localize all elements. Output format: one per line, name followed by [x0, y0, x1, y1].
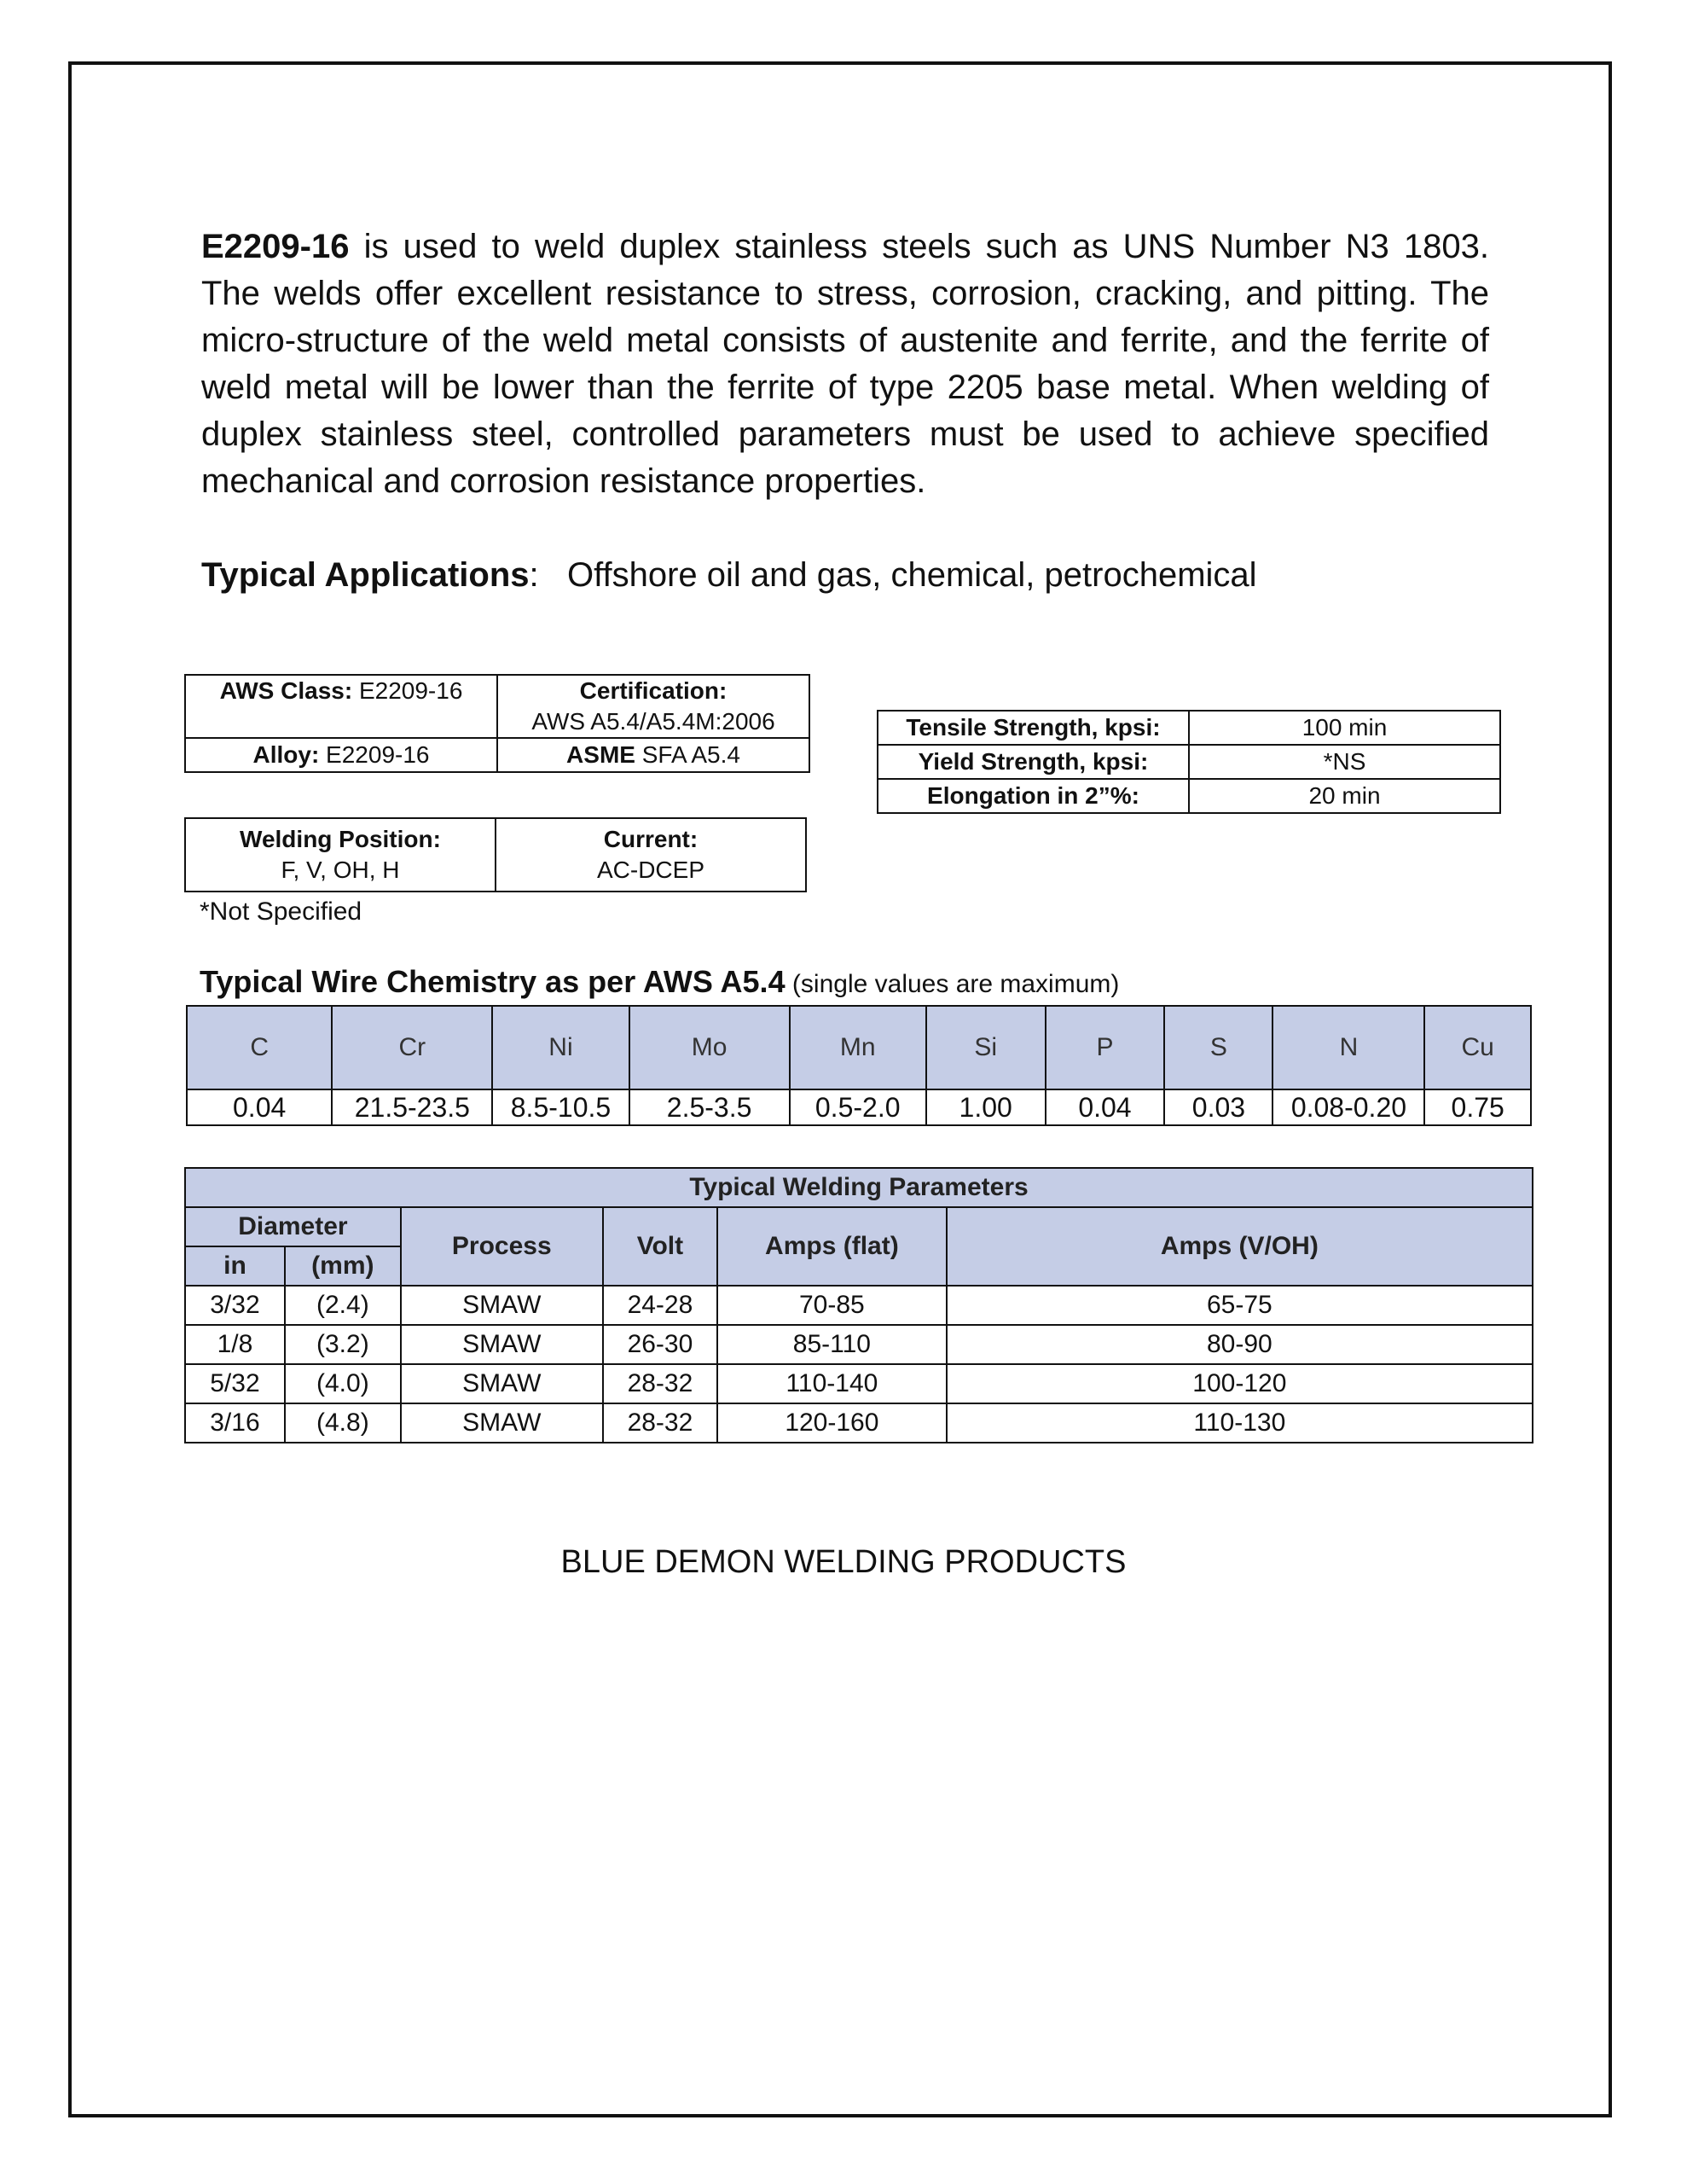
welding-position-label: Welding Position: [240, 826, 441, 852]
element-value: 0.03 [1164, 1089, 1272, 1125]
element-value: 0.08-0.20 [1272, 1089, 1424, 1125]
welding-position-cell [185, 818, 496, 892]
diameter-in: 3/16 [185, 1403, 285, 1443]
amps-flat: 120-160 [717, 1403, 947, 1443]
volt-header: Volt [603, 1207, 717, 1286]
chemistry-table [186, 1005, 1532, 1126]
table-row [878, 779, 1500, 813]
amps-flat: 85-110 [717, 1325, 947, 1364]
element-header: Ni [492, 1006, 629, 1089]
welding-header-row [185, 1207, 1533, 1246]
position-table [184, 817, 807, 892]
amps-flat: 110-140 [717, 1364, 947, 1403]
element-header: P [1046, 1006, 1165, 1089]
current-cell [496, 818, 806, 892]
table-row [185, 1286, 1533, 1325]
process: SMAW [401, 1286, 603, 1325]
chemistry-title-main: Typical Wire Chemistry as per AWS A5.4 [200, 964, 786, 999]
element-header: S [1164, 1006, 1272, 1089]
process: SMAW [401, 1364, 603, 1403]
process: SMAW [401, 1403, 603, 1443]
certification-value: AWS A5.4/A5.4M:2006 [531, 708, 775, 735]
element-header: Cu [1424, 1006, 1531, 1089]
diameter-in: 1/8 [185, 1325, 285, 1364]
asme-label: ASME [566, 741, 635, 768]
diameter-mm: (4.8) [285, 1403, 401, 1443]
welding-position-value: F, V, OH, H [281, 857, 400, 883]
volt: 28-32 [603, 1403, 717, 1443]
amps-voh: 100-120 [947, 1364, 1533, 1403]
element-value: 21.5-23.5 [332, 1089, 492, 1125]
chemistry-header-row [187, 1006, 1531, 1089]
welding-title: Typical Welding Parameters [185, 1168, 1533, 1207]
aws-class-value: E2209-16 [352, 677, 463, 704]
intro-paragraph [201, 224, 1489, 505]
volt: 24-28 [603, 1286, 717, 1325]
diameter-mm: (3.2) [285, 1325, 401, 1364]
mech-value: 20 min [1189, 779, 1500, 813]
element-value: 0.04 [1046, 1089, 1165, 1125]
certification-label: Certification: [579, 677, 728, 704]
in-header: in [185, 1246, 285, 1286]
applications [201, 556, 1257, 595]
asme-cell [497, 738, 809, 772]
mech-value: 100 min [1189, 711, 1500, 745]
volt: 28-32 [603, 1364, 717, 1403]
applications-value: Offshore oil and gas, chemical, petrochemical [566, 556, 1257, 594]
welding-title-row [185, 1168, 1533, 1207]
amps-voh-header: Amps (V/OH) [947, 1207, 1533, 1286]
table-row [185, 1364, 1533, 1403]
element-header: Cr [332, 1006, 492, 1089]
diameter-mm: (4.0) [285, 1364, 401, 1403]
certification-cell [497, 675, 809, 738]
diameter-mm: (2.4) [285, 1286, 401, 1325]
amps-voh: 65-75 [947, 1286, 1533, 1325]
product-name: E2209-16 [201, 228, 350, 265]
diameter-in: 5/32 [185, 1364, 285, 1403]
element-header: Mn [790, 1006, 926, 1089]
element-value: 0.04 [187, 1089, 332, 1125]
mech-label: Elongation in 2”%: [878, 779, 1189, 813]
table-row [185, 1403, 1533, 1443]
current-value: AC-DCEP [596, 857, 704, 883]
amps-voh: 110-130 [947, 1403, 1533, 1443]
company-footer: BLUE DEMON WELDING PRODUCTS [560, 1544, 1127, 1580]
aws-class-cell [185, 675, 497, 738]
element-header: N [1272, 1006, 1424, 1089]
process: SMAW [401, 1325, 603, 1364]
current-label: Current: [603, 826, 699, 852]
element-value: 0.5-2.0 [790, 1089, 926, 1125]
mechanical-table [877, 710, 1501, 814]
process-header: Process [401, 1207, 603, 1286]
mm-header: (mm) [285, 1246, 401, 1286]
intro-text: is used to weld duplex stainless steels such as UNS Number N3 1803. The welds offer excellent resistance to stress, corrosion, cracking, and pitting. The micro-structure of the weld metal consists of austenite and ferrite, and the ferrite of weld metal will be lower than the ferrite of type 2205 base metal. When welding of duplex stainless steel, controlled parameters must be used to achieve specified mechanical and corrosion resistance properties. [201, 228, 1489, 500]
table-row [878, 711, 1500, 745]
table-row [878, 745, 1500, 779]
amps-flat-header: Amps (flat) [717, 1207, 947, 1286]
amps-flat: 70-85 [717, 1286, 947, 1325]
mech-value: *NS [1189, 745, 1500, 779]
alloy-value: E2209-16 [319, 741, 430, 768]
chemistry-subtitle: (single values are maximum) [785, 970, 1120, 998]
element-value: 2.5-3.5 [629, 1089, 790, 1125]
amps-voh: 80-90 [947, 1325, 1533, 1364]
applications-colon: : [529, 556, 539, 594]
diameter-in: 3/32 [185, 1286, 285, 1325]
aws-class-label: AWS Class: [219, 677, 353, 704]
welding-parameters-table [184, 1167, 1533, 1443]
asme-value: SFA A5.4 [635, 741, 740, 768]
mech-label: Yield Strength, kpsi: [878, 745, 1189, 779]
class-table [184, 674, 810, 773]
element-header: Si [926, 1006, 1046, 1089]
table-row [185, 1325, 1533, 1364]
element-value: 1.00 [926, 1089, 1046, 1125]
mech-label: Tensile Strength, kpsi: [878, 711, 1189, 745]
alloy-label: Alloy: [252, 741, 320, 768]
element-value: 8.5-10.5 [492, 1089, 629, 1125]
volt: 26-30 [603, 1325, 717, 1364]
chemistry-title [200, 964, 1119, 1000]
alloy-cell [185, 738, 497, 772]
element-header: Mo [629, 1006, 790, 1089]
element-value: 0.75 [1424, 1089, 1531, 1125]
element-header: C [187, 1006, 332, 1089]
not-specified-note: *Not Specified [200, 897, 362, 926]
diameter-header: Diameter [185, 1207, 401, 1246]
chemistry-value-row [187, 1089, 1531, 1125]
applications-label: Typical Applications [201, 556, 530, 594]
